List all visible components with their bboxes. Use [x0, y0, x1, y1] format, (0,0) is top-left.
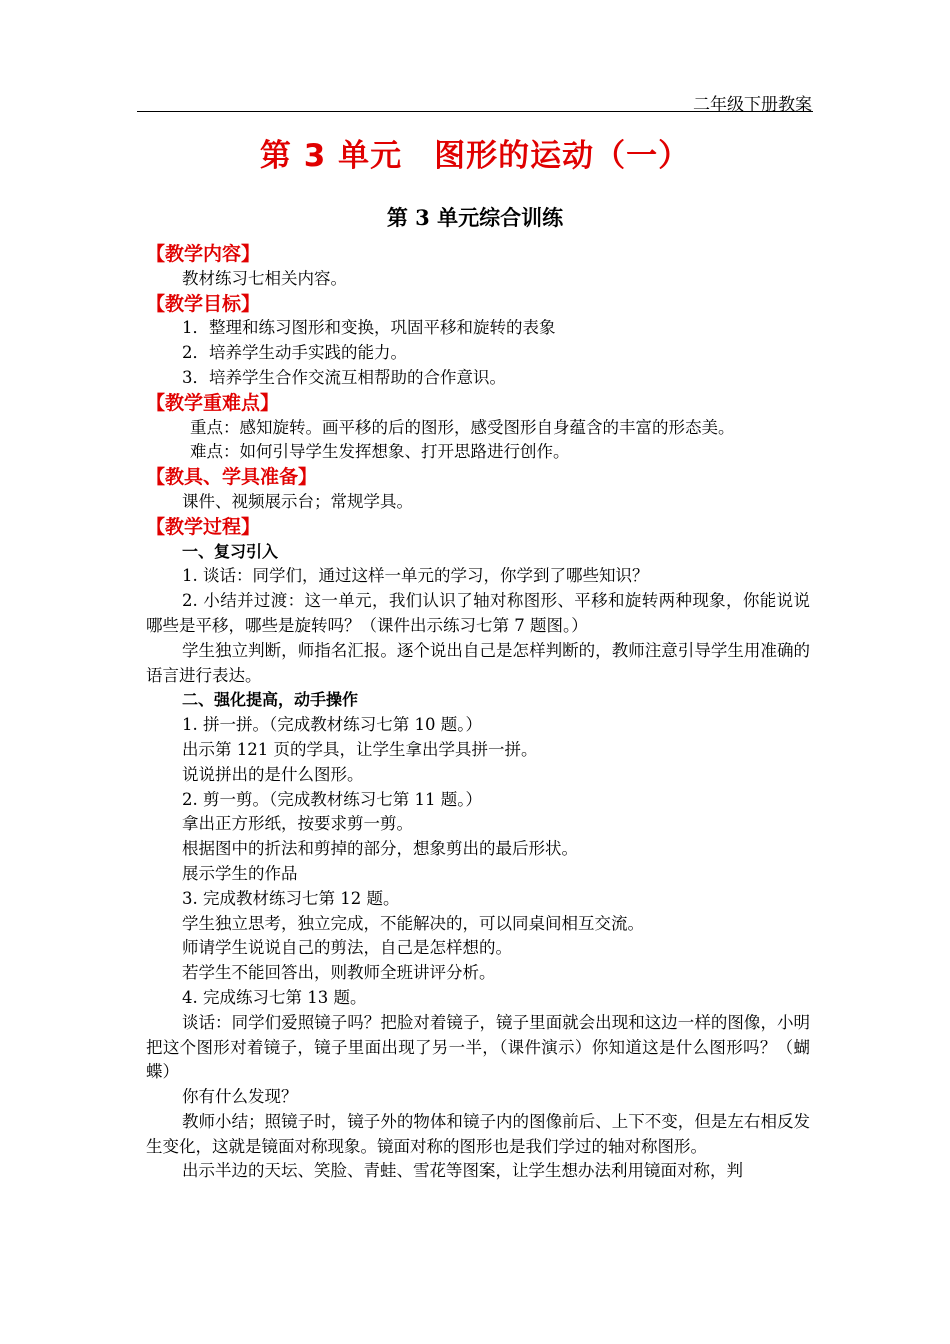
process-paragraph: 3. 完成教材练习七第 12 题。 — [182, 888, 400, 908]
process-paragraph: 拿出正方形纸，按要求剪一剪。 — [182, 814, 413, 834]
process-paragraph: 教师小结；照镜子时，镜子外的物体和镜子内的图像前后、上下不变，但是左右相反发生变化，这就是镜面对称现象。镜面对称的图形也是我们学过的轴对称图形。 — [146, 1111, 810, 1156]
process-paragraph: 师请学生说说自己的剪法，自己是怎样想的。 — [182, 938, 512, 958]
section-heading-content: 【教学内容】 — [146, 243, 261, 265]
section-heading-tools: 【教具、学具准备】 — [146, 466, 318, 489]
header-divider — [137, 111, 813, 112]
section-heading-process: 【教学过程】 — [146, 515, 261, 538]
process-paragraph: 展示学生的作品 — [182, 863, 298, 883]
process-paragraph: 根据图中的折法和剪掉的部分，想象剪出的最后形状。 — [182, 839, 578, 859]
process-paragraph: 学生独立判断，师指名汇报。逐个说出自己是怎样判断的，教师注意引导学生用准确的语言进行表达。 — [146, 640, 810, 685]
key-point: 重点：感知旋转。画平移的后的图形，感受图形自身蕴含的丰富的形态美。 — [190, 417, 735, 437]
section-heading-key-points: 【教学重难点】 — [146, 391, 280, 414]
process-paragraph: 1. 拼一拼。（完成教材练习七第 10 题。） — [182, 715, 482, 735]
lesson-subtitle: 第 3 单元综合训练 — [386, 205, 564, 230]
process-paragraph: 学生独立思考，独立完成，不能解决的，可以同桌间相互交流。 — [182, 913, 644, 933]
goal-item: 3．培养学生合作交流互相帮助的合作意识。 — [182, 367, 506, 387]
process-paragraph: 出示半边的天坛、笑脸、青蛙、雪花等图案，让学生想办法利用镜面对称，判 — [182, 1161, 743, 1181]
process-paragraph: 若学生不能回答出，则教师全班讲评分析。 — [182, 963, 496, 983]
process-paragraph: 4. 完成练习七第 13 题。 — [182, 987, 367, 1007]
process-paragraph: 谈话：同学们爱照镜子吗？把脸对着镜子，镜子里面就会出现和这边一样的图像，小明把这个图形对着镜子，镜子里面出现了另一半，（课件演示）你知道这是什么图形吗？（蝴蝶） — [146, 1012, 810, 1082]
process-paragraph: 2. 小结并过渡：这一单元，我们认识了轴对称图形、平移和旋转两种现象，你能说说哪些是平移，哪些是旋转吗？（课件出示练习七第 7 题图。） — [146, 591, 810, 635]
header-label: 二年级下册教案 — [693, 95, 812, 115]
process-paragraph: 1. 谈话：同学们，通过这样一单元的学习，你学到了哪些知识？ — [182, 566, 649, 586]
goal-item: 2．培养学生动手实践的能力。 — [182, 343, 407, 363]
process-part-title: 二、强化提高，动手操作 — [182, 690, 359, 710]
lesson-body — [146, 242, 810, 1184]
process-paragraph: 说说拼出的是什么图形。 — [182, 764, 364, 784]
process-paragraph: 你有什么发现？ — [182, 1087, 298, 1107]
content-text: 教材练习七相关内容。 — [182, 268, 347, 288]
goal-item: 1．整理和练习图形和变换，巩固平移和旋转的表象 — [182, 318, 556, 338]
section-heading-goals: 【教学目标】 — [146, 292, 261, 315]
tools-text: 课件、视频展示台；常规学具。 — [182, 491, 413, 511]
unit-title: 第 3 单元 图形的运动（一） — [259, 138, 691, 174]
difficult-point: 难点：如何引导学生发挥想象、打开思路进行创作。 — [190, 442, 570, 462]
process-paragraph: 2. 剪一剪。（完成教材练习七第 11 题。） — [182, 789, 482, 809]
process-paragraph: 出示第 121 页的学具，让学生拿出学具拼一拼。 — [182, 739, 538, 759]
process-part-title: 一、复习引入 — [182, 541, 279, 561]
